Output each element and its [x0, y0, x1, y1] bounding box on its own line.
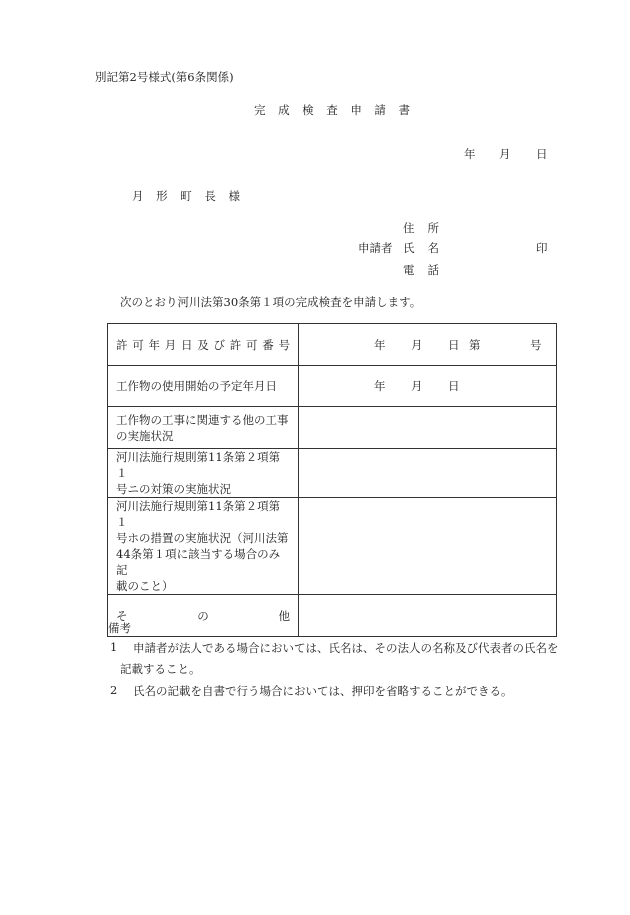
- seal-mark: 印: [536, 241, 548, 255]
- table-row: [108, 449, 557, 498]
- title-char: 請: [374, 103, 386, 117]
- row-label: そ の 他: [108, 595, 299, 637]
- row-label: 河川法施行規則第11条第２項第１ 号ホの措置の実施状況（河川法第 44条第１項に該当する場合のみ記 載のこと）: [108, 498, 299, 595]
- form-reference: 別記第2号様式(第6条関係): [95, 70, 234, 84]
- phone-label: 電 話: [403, 263, 439, 277]
- document-title: [254, 102, 410, 118]
- addressee-char: 長: [204, 189, 216, 203]
- title-char: 申: [350, 103, 362, 117]
- addressee-char: 形: [156, 189, 168, 203]
- notes-heading: 備考: [108, 621, 131, 635]
- title-char: 完: [254, 103, 266, 117]
- addressee-char: 様: [228, 189, 240, 203]
- note-number: 2: [110, 683, 118, 697]
- table-row: [108, 407, 557, 449]
- row-value[interactable]: [299, 407, 557, 449]
- table-row: [108, 366, 557, 407]
- row-label: 工作物の工事に関連する他の工事 の実施状況: [108, 407, 299, 449]
- addressee-char: 町: [180, 189, 192, 203]
- title-char: 査: [326, 103, 338, 117]
- intro-text: 次のとおり河川法第30条第１項の完成検査を申請します。: [120, 295, 422, 309]
- addressee-char: 月: [132, 189, 144, 203]
- row-label: 許 可 年 月 日 及 び 許 可 番 号: [108, 324, 299, 366]
- row-value[interactable]: [299, 595, 557, 637]
- row-value[interactable]: [299, 449, 557, 498]
- note-number: 1: [110, 640, 118, 654]
- row-value[interactable]: 年 月 日 第 号: [299, 324, 557, 366]
- addressee: [132, 188, 240, 204]
- row-value[interactable]: 年 月 日: [299, 366, 557, 407]
- note-text: 氏名の記載を自書で行う場合においては、押印を省略することができる。: [133, 684, 513, 698]
- row-label: 工作物の使用開始の予定年月日: [108, 366, 299, 407]
- applicant-label: 申請者: [358, 241, 393, 255]
- date-month-label: 月: [499, 147, 511, 161]
- note-text: 記載すること。: [120, 662, 201, 676]
- application-table: [107, 323, 557, 637]
- title-char: 書: [398, 103, 410, 117]
- name-label: 氏 名: [403, 241, 439, 255]
- note-text: 申請者が法人である場合においては、氏名は、その法人の名称及び代表者の氏名を: [133, 641, 559, 655]
- date-year-label: 年: [464, 147, 476, 161]
- title-char: 成: [278, 103, 290, 117]
- address-label: 住 所: [403, 221, 439, 235]
- table-row: [108, 595, 557, 637]
- table-row: [108, 324, 557, 366]
- row-label: 河川法施行規則第11条第２項第１ 号ニの対策の実施状況: [108, 449, 299, 498]
- table-row: [108, 498, 557, 595]
- date-day-label: 日: [536, 147, 548, 161]
- row-value[interactable]: [299, 498, 557, 595]
- title-char: 検: [302, 103, 314, 117]
